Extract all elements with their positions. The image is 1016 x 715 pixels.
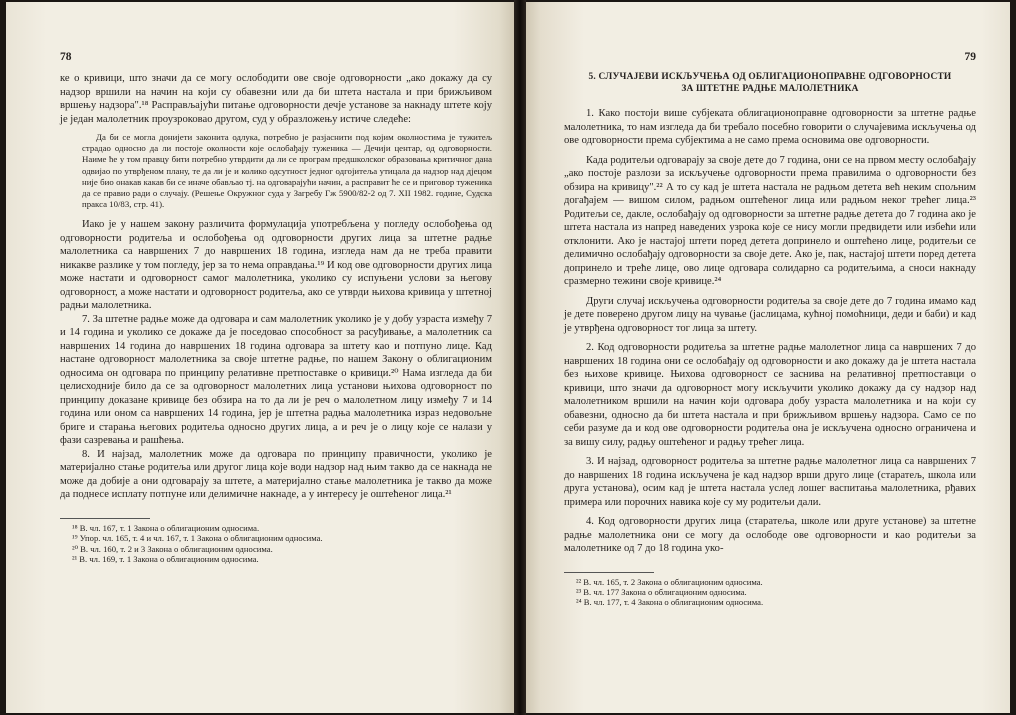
- paragraph: 7. За штетне радње може да одговара и сам малолетник уколико је у добу узраста између 7 и 14 година и уколико се докаже да је поседовао способност за расуђивање, а малолетник са навршених 14 година до навршених 18 година одговара за штету као и потпуно лице. Кад настане одговорност малолетника за своје штетне радње, по нашем Закону о облигационим односима он одговара по принципу релативне претпоставке о кривици.²⁰ Нама изгледа да би целисходније било да се за одговорност малолетних лица установи њихова одговорност по принципу доказане кривице без обзира на то да ли је реч о малолетном лицу између 7 и 14 година или оном са навршених 14 година, јер је штетна радња малолетника израз недовољне бриге и старања његових родитеља односно других лица, а и реч је о лицу које се налази у фази сазревања и рашћења.: [60, 313, 492, 447]
- book-gutter: [514, 0, 526, 715]
- paragraph: 4. Код одговорности других лица (старатеља, школе или друге установе) за штетне радње малолетника они се могу да ослободе ове одговорности и као родитељи за малолетнике од 7 до 18 година уко-: [564, 516, 976, 554]
- footnote: ²⁴ В. чл. 177, т. 4 Закона о облигационим односима.: [576, 597, 764, 608]
- footnote-rule: [564, 572, 654, 573]
- right-page: [526, 2, 1010, 713]
- paragraph: 8. И најзад, малолетник може да одговара по принципу правичности, уколико је материјално стање родитеља или другог лица које води надзор над њим такво да се накнада не може да добије а они одговарају за штете, а материјално стање малолетника је такво да може да поднесе исплату потпуне или делимичне накнаде, а у интересу је оштећеног лица.²¹: [60, 448, 492, 501]
- section-heading-line: ЗА ШТЕТНЕ РАДЊЕ МАЛОЛЕТНИКА: [681, 83, 859, 94]
- page-number: 78: [60, 51, 72, 63]
- left-page: [6, 2, 514, 713]
- footnote-rule: [60, 518, 150, 519]
- paragraph: Иако је у нашем закону различита формулација употребљена у погледу ослобођења од одговорности родитеља и ослобођења од одговорности других лица за штетне радње малолетника са навршених 7 до навршених 18 година, изгледа нам да не треба правити никакве разлике у том погледу, јер за то нема оправдања.¹⁹ И код ове одговорности других лица може настати и одговорност самог малолетника, уколико су испуњени услови за његову одговорност, а може настати и одговорност родитеља, ако се утврди њихова кривица у штетној радњи малолетника.: [60, 219, 492, 312]
- paragraph: Када родитељи одговарају за своје дете до 7 година, они се на првом месту ослобађају „ако постоје разлози за искључење одговорности према правилима о одговорности без обзира на кривицу".²² А то су кад је штета настала не радњом детета већ неким спољним догађајем — вишом силом, радњом оштећеног лица или радњом неког трећег лица.²³ Родитељи се, дакле, ослобађају од одговорности за штетне радње детета до 7 година ако је штета настала из напред наведених узрока које се нису могли предвидети или избећи или отклонити. Ако је настајој штети поред детета допринело и оштећено лице, родитељи се делимично ослобађају одговорности за своје дете. Ако је, пак, настајој штети поред детета допринело и треће лице, ово лице одговара солидарно са родитељима, а сноси накнаду сразмерно тежини своје кривице.²⁴: [564, 154, 976, 287]
- footnote: ²³ В. чл. 177 Закона о облигационим односима.: [576, 586, 747, 597]
- section-heading: [564, 72, 976, 95]
- paragraph: 2. Код одговорности родитеља за штетне радње малолетног лица са навршених 7 до навршених 18 година они се ослобађају од одговорности и ако докажу да је штета настала без њихове кривице. Њихова одговорност се заснива на релативној претпоставци о кривици, што значи да одговорност могу искључити уколико докажу да су надзор над малолетником вршили на начин који одговара добу узраста малолетника и на који су обавезни, односно да би штета настала и при брижљивом вршењу надзора. Само се по себи разуме да и код ове одговорности родитеља она је искључена односно ограничена и за вишу силу, радњу оштећеног и радњу трећег лица.: [564, 342, 976, 448]
- footnote: ¹⁹ Упор. чл. 165, т. 4 и чл. 167, т. 1 Закона о облигационим односима.: [72, 533, 323, 544]
- page-number: 79: [964, 51, 976, 63]
- footnote: ¹⁸ В. чл. 167, т. 1 Закона о облигационим односима.: [72, 522, 260, 533]
- paragraph: 1. Како постоји више субјеката облигационоправне одговорности за штетне радње малолетника, то нам изгледа да би требало посебно говорити о случајевима искључења од ове одговорности према субјектима а не само према основима ове одговорности.: [564, 108, 976, 146]
- footnote: ²¹ В. чл. 169, т. 1 Закона о облигационим односима.: [72, 554, 259, 565]
- paragraph: 3. И најзад, одговорност родитеља за штетне радње малолетног лица са навршених 7 до навршених 18 година искључена је кад надзор врши друго лице (старатељ, школа или друга установа), осим кад је штета настала услед лошег васпитања малолетника, рђавих примера или порочних навика које су му родитељи дали.: [564, 456, 976, 508]
- block-quote: Да би се могла донијети законита одлука, потребно је разјаснити под којим околностима је тужитељ страдао односно да ли постоје околности које ослобађају туженика — Дечији центар, од одговорности. Наиме ће у том правцу бити потребно утврдити да ли се програм предшколског образовања критичног дана одвијао по утврђеном плану, те да ли је и колико одсутност једног одгојитеља утицала да надзор над дјецом није био онакав какав би се иначе обављао тј. на одговарајући начин, а расправит ће се и приговор туженика да се правио ради о случају. (Решење Окружног суда у Загребу Гж 5900/82-2 од 7. XII 1982. године, Судска пракса 10/83, стр. 41).: [82, 132, 492, 210]
- section-heading-line: 5. СЛУЧАЈЕВИ ИСКЉУЧЕЊА ОД ОБЛИГАЦИОНОПРАВНЕ ОДГОВОРНОСТИ: [588, 72, 952, 82]
- footnote: ²² В. чл. 165, т. 2 Закона о облигационим односима.: [576, 576, 763, 587]
- paragraph: ке о кривици, што значи да се могу ослободити ове своје одговорности „ако докажу да су надзор вршили на начин на који су обавезни или да би штета настала и при брижљивом вршењу надзора".¹⁸ Расправљајући питање одговорности дечје установе за накнаду штете коју је један малолетник проузроковао другом, суд у образложењу истиче следеће:: [60, 73, 492, 125]
- footnote: ²⁰ В. чл. 160, т. 2 и 3 Закона о облигационим односима.: [72, 543, 273, 554]
- paragraph: Други случај искључења одговорности родитеља за своје дете до 7 година имамо кад је дете поверено другом лицу на чување (јаслицама, кућној помоћници, деди и баби) и кад је утврђена одговорност тог лица за штету.: [564, 295, 976, 334]
